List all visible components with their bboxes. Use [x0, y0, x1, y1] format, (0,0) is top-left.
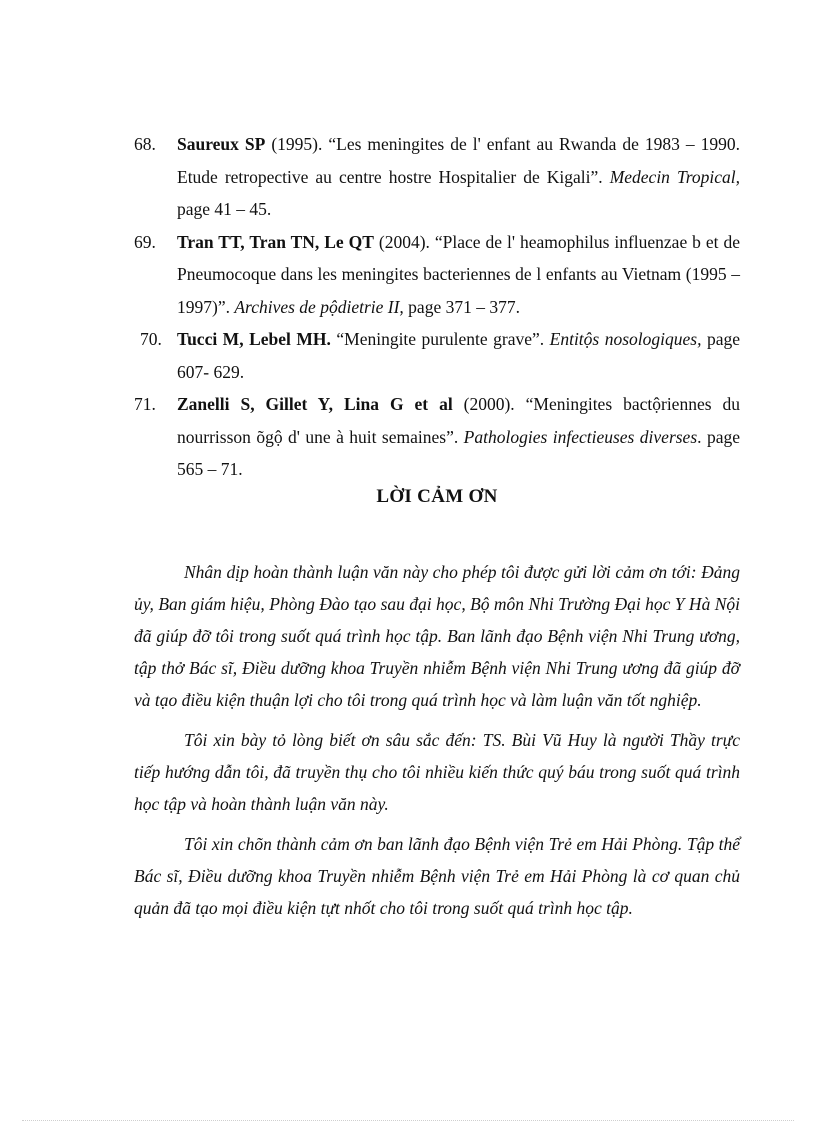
reference-source: Archives de pộdietrie II,	[234, 296, 404, 317]
reference-number: 71.	[134, 394, 156, 414]
reference-item	[134, 226, 740, 324]
reference-pages: page 607- 629.	[177, 329, 740, 382]
acknowledgement-paragraph: Tôi xin bày tỏ lòng biết ơn sâu sắc đến: TS. Bùi Vũ Huy là người Thầy trực tiếp hướng dẫn tôi, đã truyền thụ cho tôi nhiều kiến thức quý báu trong suốt quá trình học tập và hoàn thành luận văn này.	[134, 730, 740, 814]
reference-source: Medecin Tropical,	[609, 166, 740, 187]
reference-pages: . page 565 – 71.	[177, 426, 740, 479]
acknowledgement-paragraph: Nhân dịp hoàn thành luận văn này cho phép tôi được gửi lời cảm ơn tới: Đảng ủy, Ban giám hiệu, Phòng Đào tạo sau đại học, Bộ môn Nhi Trường Đại học Y Hà Nội đã giúp đỡ tôi trong suốt quá trình học tập. Ban lãnh đạo Bệnh viện Nhi Trung ương, tập thở Bác sĩ, Điều dưỡng khoa Truyền nhiễm Bệnh viện Nhi Trung ương đã giúp đỡ và tạo điều kiện thuận lợi cho tôi trong quá trình học và làm luận văn tốt nghiệp.	[134, 562, 740, 710]
reference-authors: Saureux SP	[177, 134, 266, 154]
reference-authors: Tran TT, Tran TN, Le QT	[177, 231, 374, 252]
reference-text: (2000). “Meningites bactộriennes du nourrisson õgộ d' une à huit semaines”.	[177, 394, 740, 447]
acknowledgement-paragraph: Tôi xin chõn thành cảm ơn ban lãnh đạo Bệnh viện Trẻ em Hải Phòng. Tập thể Bác sĩ, Điều dưỡng khoa Truyền nhiễm Bệnh viện Trẻ em Hải Phòng là cơ quan chủ quản đã tạo mọi điều kiện tựt nhốt cho tôi trong suốt quá trình học tập.	[134, 834, 740, 918]
page-bottom-divider	[22, 1120, 794, 1121]
reference-source: Pathologies infectieuses diverses	[463, 426, 698, 447]
reference-item	[134, 388, 740, 486]
reference-text: “Meningite purulente grave”.	[330, 329, 550, 349]
acknowledgement-body	[134, 556, 740, 932]
reference-list	[134, 128, 740, 486]
acknowledgement-heading: LỜI CẢM ƠN	[376, 486, 498, 507]
reference-number: 68.	[134, 134, 156, 154]
reference-source: Entitộs nosologiques,	[549, 329, 702, 349]
reference-text: (2004). “Place de l' heamophilus influenzae b et de Pneumocoque dans les meningites bacteriennes de l enfants au Vietnam (1995 – 1997)”.	[177, 231, 740, 317]
reference-number: 69.	[134, 231, 156, 252]
reference-item	[134, 128, 740, 226]
reference-text: (1995). “Les meningites de l' enfant au Rwanda de 1983 – 1990. Etude retropective au centre hostre Hospitalier de Kigali”.	[177, 134, 740, 187]
reference-item	[134, 323, 740, 388]
reference-authors: Tucci M, Lebel MH.	[177, 329, 331, 349]
reference-pages: page 41 – 45.	[177, 199, 272, 219]
reference-authors: Zanelli S, Gillet Y, Lina G et al	[177, 394, 453, 414]
reference-pages: page 371 – 377.	[403, 296, 520, 317]
reference-number: 70.	[140, 329, 162, 349]
